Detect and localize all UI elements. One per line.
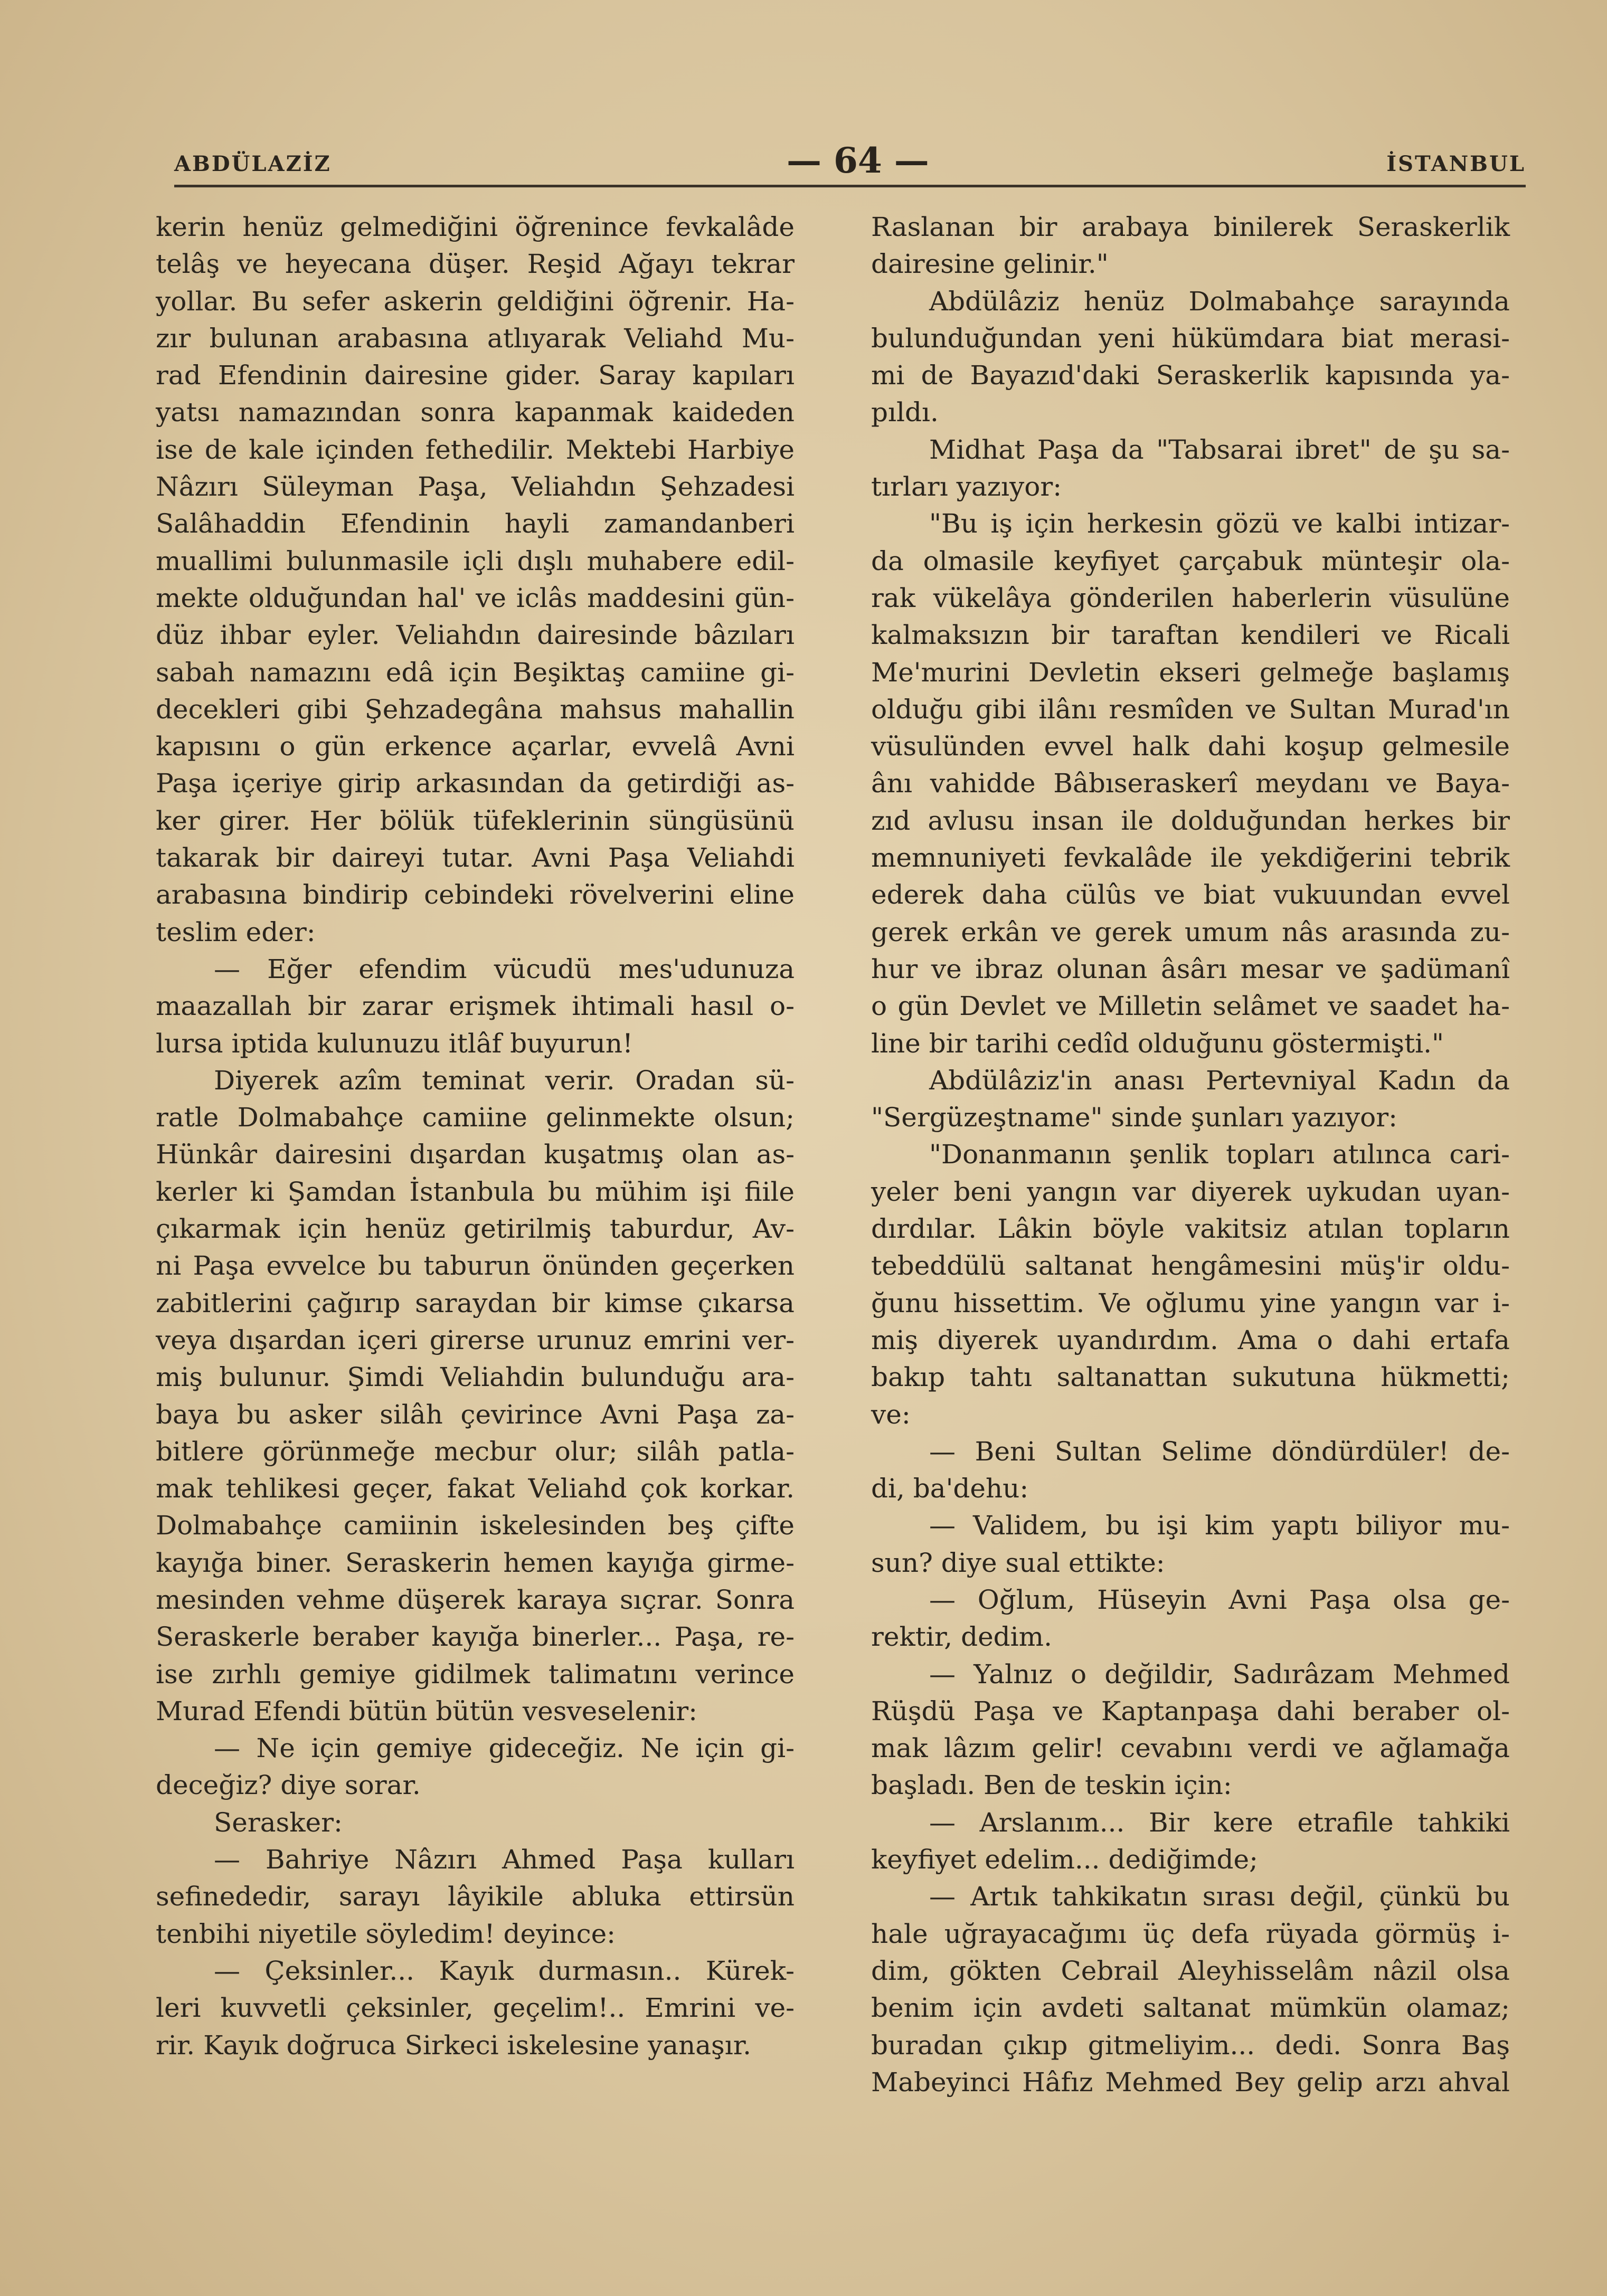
text-line: "Sergüzeştname" sinde şunları yazıyor: bbox=[871, 1102, 1398, 1133]
text-line: Hünkâr dairesini dışardan kuşatmış olan as- bbox=[156, 1139, 795, 1170]
text-line: leri kuvvetli çeksinler, geçelim!.. Emrini ve- bbox=[156, 1993, 795, 2024]
text-line: çıkarmak için henüz getirilmiş taburdur, Av- bbox=[156, 1213, 795, 1245]
text-line: — Çeksinler... Kayık durmasın.. Kürek- bbox=[214, 1955, 795, 1986]
text-line: Murad Efendi bütün bütün vesveselenir: bbox=[156, 1695, 698, 1726]
text-line: rir. Kayık doğruca Sirkeci iskelesine yanaşır. bbox=[156, 2029, 752, 2061]
text-line: tırları yazıyor: bbox=[871, 471, 1062, 502]
page-number: — 64 — bbox=[787, 140, 929, 181]
text-line: Dolmabahçe camiinin iskelesinden beş çifte bbox=[156, 1510, 795, 1541]
text-line: Abdülâziz'in anası Pertevniyal Kadın da bbox=[929, 1065, 1510, 1096]
text-line: memnuniyeti fevkalâde ile yekdiğerini tebrik bbox=[871, 842, 1510, 874]
text-line: ise de kale içinden fethedilir. Mektebi Harbiye bbox=[156, 434, 795, 465]
text-line: ve: bbox=[871, 1399, 911, 1430]
text-line: sun? diye sual ettikte: bbox=[871, 1547, 1165, 1578]
text-line: deceğiz? diye sorar. bbox=[156, 1770, 421, 1801]
text-line: ratle Dolmabahçe camiine gelinmekte olsun; bbox=[156, 1102, 795, 1133]
text-line: hur ve ibraz olunan âsârı mesar ve şadümanî bbox=[871, 953, 1510, 984]
text-line: ânı vahidde Bâbıseraskerî meydanı ve Baya- bbox=[871, 768, 1510, 799]
text-line: — Arslanım... Bir kere etrafile tahkiki bbox=[929, 1807, 1510, 1838]
left-column bbox=[156, 208, 795, 2064]
text-line: bakıp tahtı saltanattan sukutuna hükmetti; bbox=[871, 1362, 1510, 1393]
text-line: rak vükelâya gönderilen haberlerin vüsulüne bbox=[871, 582, 1510, 613]
text-line: Paşa içeriye girip arkasından da getirdiği as- bbox=[156, 768, 795, 799]
text-line: — Bahriye Nâzırı Ahmed Paşa kulları bbox=[214, 1844, 795, 1875]
text-line: ederek daha cülûs ve biat vukuundan evvel bbox=[871, 879, 1510, 910]
text-line: muallimi bulunmasile içli dışlı muhabere edil- bbox=[156, 545, 795, 576]
text-line: gerek erkân ve gerek umum nâs arasında zu- bbox=[871, 916, 1510, 947]
text-line: dırdılar. Lâkin böyle vakitsiz atılan topların bbox=[871, 1213, 1510, 1245]
text-line: "Donanmanın şenlik topları atılınca cari- bbox=[929, 1139, 1510, 1170]
text-line: tenbihi niyetile söyledim! deyince: bbox=[156, 1918, 616, 1949]
text-line: Mabeyinci Hâfız Mehmed Bey gelip arzı ahval bbox=[871, 2066, 1510, 2098]
text-line: teslim eder: bbox=[156, 916, 316, 947]
text-line: — Beni Sultan Selime döndürdüler! de- bbox=[929, 1436, 1510, 1467]
text-line: telâş ve heyecana düşer. Reşid Ağayı tekrar bbox=[156, 249, 795, 280]
text-line: mekte olduğundan hal' ve iclâs maddesini gün- bbox=[156, 582, 795, 613]
text-line: miş diyerek uyandırdım. Ama o dahi ertafa bbox=[871, 1324, 1510, 1355]
text-line: dim, gökten Cebrail Aleyhisselâm nâzil olsa bbox=[871, 1955, 1510, 1986]
text-line: rektir, dedim. bbox=[871, 1621, 1052, 1653]
text-line: — Eğer efendim vücudü mes'udunuza bbox=[214, 953, 795, 984]
text-line: arabasına bindirip cebindeki rövelverini eline bbox=[156, 879, 795, 910]
text-line: mesinden vehme düşerek karaya sıçrar. Sonra bbox=[156, 1584, 795, 1615]
text-line: Rüşdü Paşa ve Kaptanpaşa dahi beraber ol- bbox=[871, 1695, 1510, 1726]
text-line: Seraskerle beraber kayığa binerler... Paşa, re- bbox=[156, 1621, 795, 1653]
right-column bbox=[871, 208, 1510, 2101]
text-line: olduğu gibi ilânı resmîden ve Sultan Murad'ın bbox=[871, 694, 1510, 725]
text-line: buradan çıkıp gitmeliyim... dedi. Sonra Baş bbox=[871, 2029, 1510, 2061]
text-line: baya bu asker silâh çevirince Avni Paşa za- bbox=[156, 1399, 795, 1430]
text-line: Me'murini Devletin ekseri gelmeğe başlamış bbox=[871, 657, 1510, 688]
running-head-left: ABDÜLAZİZ bbox=[174, 151, 332, 176]
running-head-right: İSTANBUL bbox=[1386, 151, 1526, 176]
text-line: kerin henüz gelmediğini öğrenince fevkalâde bbox=[156, 212, 795, 242]
text-line: ise zırhlı gemiye gidilmek talimatını verince bbox=[156, 1658, 795, 1690]
text-line: o gün Devlet ve Milletin selâmet ve saadet ha- bbox=[871, 991, 1510, 1022]
text-line: bulunduğundan yeni hükümdara biat merasi- bbox=[871, 322, 1510, 354]
text-line: vüsulünden evvel halk dahi koşup gelmesile bbox=[871, 731, 1510, 762]
text-line: sefinededir, sarayı lâyikile abluka ettirsün bbox=[156, 1881, 795, 1912]
text-line: veya dışardan içeri girerse urunuz emrini ver- bbox=[156, 1324, 795, 1355]
text-line: — Ne için gemiye gideceğiz. Ne için gi- bbox=[214, 1733, 795, 1764]
text-line: Diyerek azîm teminat verir. Oradan sü- bbox=[214, 1065, 795, 1096]
text-line: mak lâzım gelir! cevabını verdi ve ağlamağa bbox=[871, 1733, 1510, 1764]
text-line: Abdülâziz henüz Dolmabahçe sarayında bbox=[929, 286, 1510, 317]
text-line: decekleri gibi Şehzadegâna mahsus mahallin bbox=[156, 694, 795, 725]
text-line: lursa iptida kulunuzu itlâf buyurun! bbox=[156, 1028, 634, 1059]
text-line: rad Efendinin dairesine gider. Saray kapıları bbox=[156, 360, 795, 391]
text-line: Midhat Paşa da "Tabsarai ibret" de şu sa- bbox=[929, 434, 1510, 465]
text-line: maazallah bir zarar erişmek ihtimali hasıl o- bbox=[156, 991, 795, 1022]
text-line: başladı. Ben de teskin için: bbox=[871, 1770, 1232, 1801]
text-line: hale uğrayacağımı üç defa rüyada görmüş i- bbox=[871, 1918, 1510, 1949]
text-line: — Yalnız o değildir, Sadırâzam Mehmed bbox=[929, 1658, 1510, 1690]
text-line: kayığa biner. Seraskerin hemen kayığa girme- bbox=[156, 1547, 795, 1578]
text-line: "Bu iş için herkesin gözü ve kalbi intizar- bbox=[929, 508, 1510, 539]
text-line: kapısını o gün erkence açarlar, evvelâ Avni bbox=[156, 731, 795, 762]
text-line: tebeddülü saltanat hengâmesini müş'ir oldu- bbox=[871, 1250, 1510, 1282]
text-line: zır bulunan arabasına atlıyarak Veliahd Mu- bbox=[156, 322, 795, 354]
text-line: keyfiyet edelim... dediğimde; bbox=[871, 1844, 1258, 1875]
text-line: pıldı. bbox=[871, 397, 939, 428]
text-line: di, ba'dehu: bbox=[871, 1473, 1029, 1504]
text-line: Serasker: bbox=[214, 1807, 343, 1838]
text-line: mak tehlikesi geçer, fakat Veliahd çok korkar. bbox=[156, 1473, 795, 1504]
text-line: zıd avlusu insan ile dolduğundan herkes bir bbox=[871, 805, 1510, 836]
text-line: düz ihbar eyler. Veliahdın dairesinde bâzıları bbox=[156, 620, 795, 651]
text-line: yollar. Bu sefer askerin geldiğini öğrenir. Ha- bbox=[156, 286, 795, 317]
header-rule bbox=[174, 185, 1526, 187]
text-line: kerler ki Şamdan İstanbula bu mühim işi fiile bbox=[156, 1176, 795, 1207]
text-line: benim için avdeti saltanat mümkün olamaz; bbox=[871, 1993, 1510, 2024]
text-line: da olmasile keyfiyet çarçabuk münteşir ola- bbox=[871, 545, 1510, 576]
page-header bbox=[174, 140, 1526, 187]
text-line: — Validem, bu işi kim yaptı biliyor mu- bbox=[929, 1510, 1510, 1541]
text-line: bitlere görünmeğe mecbur olur; silâh patla- bbox=[156, 1436, 795, 1467]
text-line: zabitlerini çağırıp saraydan bir kimse çıkarsa bbox=[156, 1287, 795, 1318]
text-line: — Artık tahkikatın sırası değil, çünkü bu bbox=[929, 1881, 1510, 1912]
text-line: dairesine gelinir." bbox=[871, 249, 1109, 280]
text-line: kalmaksızın bir taraftan kendileri ve Ricali bbox=[871, 620, 1510, 651]
text-line: yeler beni yangın var diyerek uykudan uyan- bbox=[871, 1176, 1510, 1207]
text-line: miş bulunur. Şimdi Veliahdin bulunduğu ara- bbox=[156, 1362, 795, 1393]
text-line: line bir tarihi cedîd olduğunu göstermişti." bbox=[871, 1028, 1444, 1059]
text-line: Raslanan bir arabaya binilerek Seraskerlik bbox=[871, 212, 1510, 242]
text-line: sabah namazını edâ için Beşiktaş camiine gi- bbox=[156, 657, 795, 688]
text-line: yatsı namazından sonra kapanmak kaideden bbox=[156, 397, 795, 428]
text-line: ğunu hissettim. Ve oğlumu yine yangın var i- bbox=[871, 1287, 1510, 1318]
text-line: ker girer. Her bölük tüfeklerinin süngüsünü bbox=[156, 805, 795, 836]
text-line: Nâzırı Süleyman Paşa, Veliahdın Şehzadesi bbox=[156, 471, 795, 502]
text-line: takarak bir daireyi tutar. Avni Paşa Veliahdi bbox=[156, 842, 795, 874]
text-line: — Oğlum, Hüseyin Avni Paşa olsa ge- bbox=[929, 1584, 1510, 1615]
text-line: Salâhaddin Efendinin hayli zamandanberi bbox=[156, 508, 795, 539]
text-line: ni Paşa evvelce bu taburun önünden geçerken bbox=[156, 1250, 795, 1282]
text-line: mi de Bayazıd'daki Seraskerlik kapısında ya- bbox=[871, 360, 1510, 391]
